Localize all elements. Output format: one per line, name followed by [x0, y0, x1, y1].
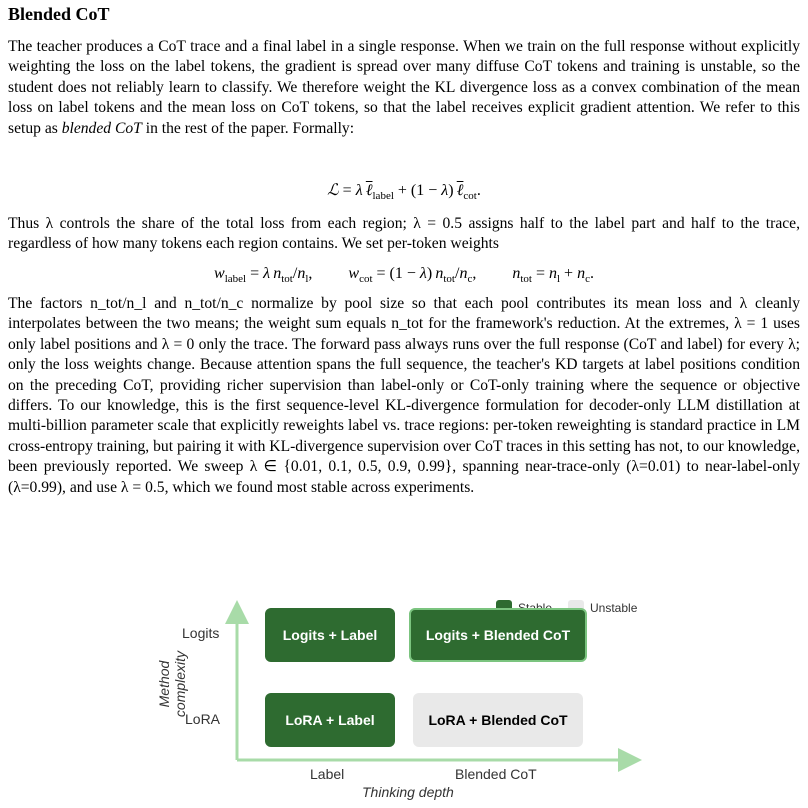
paragraph-1-text-end: in the rest of the paper. Formally:: [141, 119, 355, 137]
equation-weights: $w_{label} = \lambda$ $n_{tot}/n_l$, $w_{cot} = (1 - \lambda)$ $n_{tot}/n_c$, $n_{tot} = n_l + n_c$.: [214, 265, 594, 286]
y-axis-title: Method complexity: [156, 650, 188, 718]
paragraph-3: The factors n_tot/n_l and n_tot/n_c normalize by pool size so that each pool contributes its mean loss and λ cleanly interpolates between the two means; the weight sum equals n_tot for the framework's reduction. At the extremes, λ = 1 uses only label positions and λ = 0 only the trace. The forward pass always runs over the full response (CoT and label) for every λ; only the loss weights change. Because attention spans the full sequence, the teacher's KD targets at label positions condition on the preceding CoT, providing richer supervision than label-only or CoT-only training where the sequence or objective differs. To our knowledge, this is the first sequence-level KL-divergence formulation for decoder-only LLM distillation at multi-billion parameter scale that explicitly reweights label vs. trace regions: per-token reweighting is standard practice in LM cross-entropy training, but pairing it with KL-divergence supervision over CoT traces in this setting has not, to our knowledge, been previously reported. We sweep λ ∈ {0.01, 0.1, 0.5, 0.9, 0.99}, spanning near-trace-only (λ=0.01) to near-label-only (λ=0.99), and use λ = 0.5, which we found most stable across experiments.: [8, 295, 800, 496]
cell-lora-blended-cot: LoRA + Blended CoT: [413, 693, 583, 747]
stability-figure: [150, 600, 660, 805]
y-tick-logits: Logits: [182, 625, 220, 641]
paragraph-1-term: blended CoT: [61, 119, 142, 137]
section-title: Blended CoT: [8, 4, 110, 24]
paragraph-1: [8, 37, 800, 139]
y-tick-lora: LoRA: [185, 711, 221, 727]
paragraph-2: Thus λ controls the share of the total loss from each region; λ = 0.5 assigns half to the label part and half to the trace, regardless of how many tokens each region contains. We set per-token weights: [8, 215, 800, 253]
x-tick-label: Label: [310, 766, 345, 782]
cell-lora-label: LoRA + Label: [265, 693, 395, 747]
x-tick-blended-cot: Blended CoT: [455, 766, 537, 782]
paragraph-1-text: The teacher produces a CoT trace and a final label in a single response. When we train on the full response without explicitly weighting the loss on the label tokens, the gradient is spread over many diffuse CoT tokens and training is unstable, so the student does not reliably learn to classify. We therefore weight the KL divergence loss as a convex combination of the mean loss on label tokens and the mean loss on CoT tokens, so that the label receives explicit gradient attention. We refer to this setup as: [8, 38, 800, 137]
cell-logits-label: Logits + Label: [265, 608, 395, 662]
x-axis-title: Thinking depth: [362, 784, 454, 800]
equation-loss: ℒ = λ ℓ$_{label}$ + (1 − λ) ℓ$_{cot}$.: [327, 182, 481, 203]
cell-logits-blended-cot: Logits + Blended CoT: [409, 608, 587, 662]
legend-unstable-label: Unstable: [590, 601, 638, 615]
